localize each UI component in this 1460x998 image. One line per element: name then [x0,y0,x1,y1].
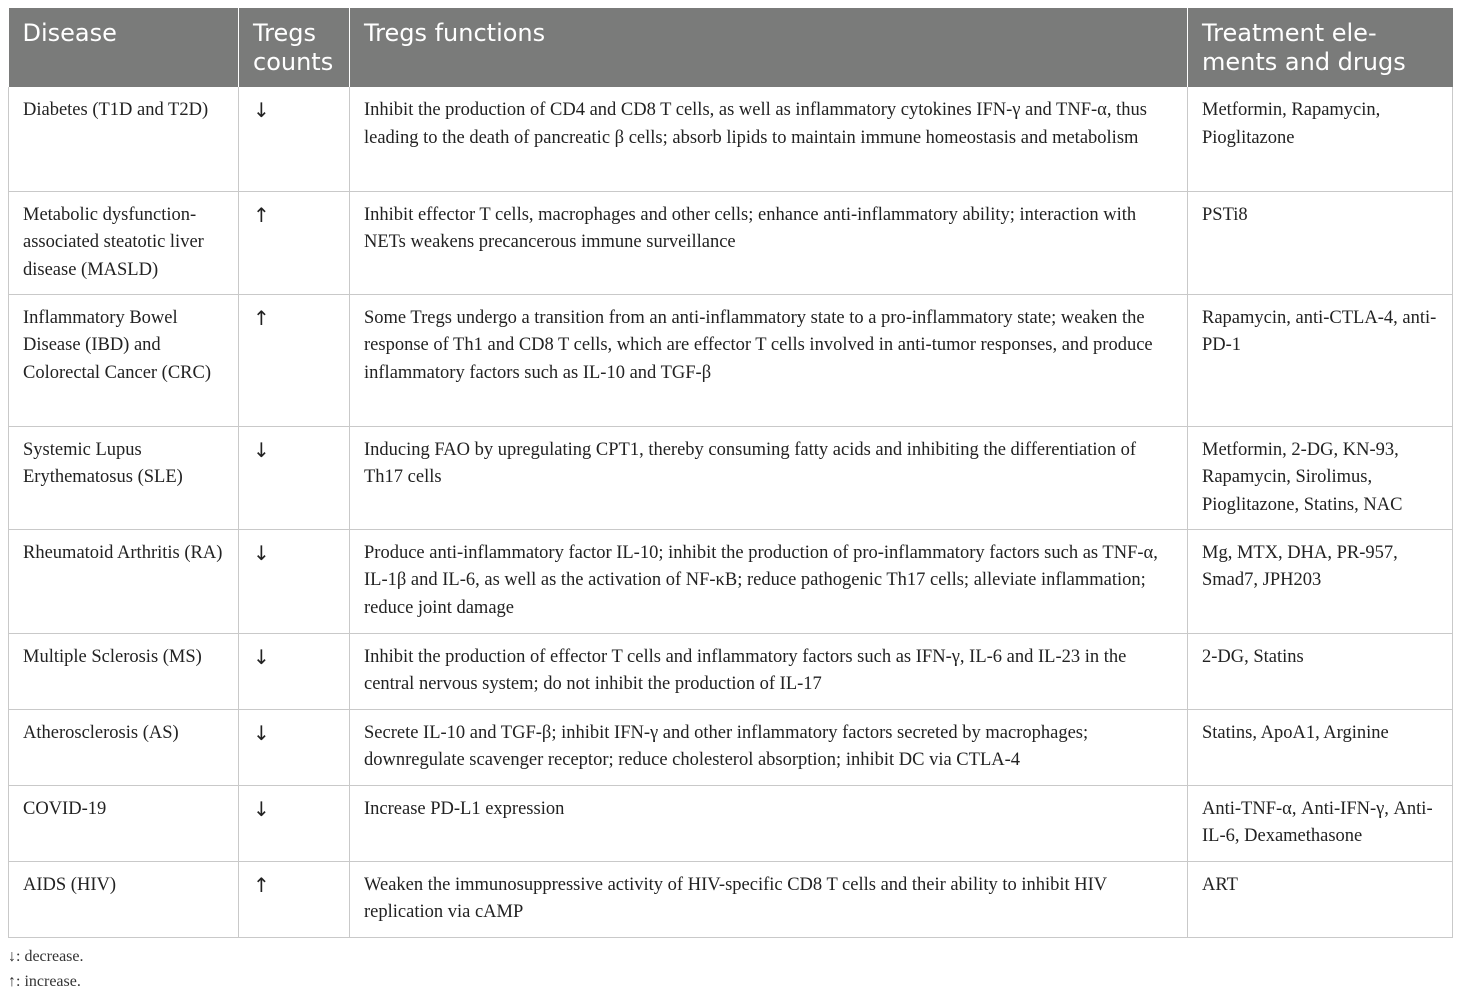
table-row [9,633,1453,709]
tregs-count-cell: ↓ [239,709,350,785]
tregs-functions-cell: Increase PD-L1 expression [350,785,1188,861]
table-body [9,87,1453,937]
table-row [9,87,1453,191]
tregs-functions-cell: Produce anti-inflammatory factor IL-10; inhibit the production of pro-inflammatory factors such as TNF-α, IL-1β and IL-6, as well as the activation of NF-κB; reduce pathogenic Th17 cells; alleviate inflammation; reduce joint damage [350,529,1188,633]
disease-cell: Rheumatoid Arthritis (RA) [9,529,239,633]
tregs-disease-table-container [8,8,1452,938]
footnote-decrease: ↓: decrease. [8,948,84,965]
header-treatment: Treatment ele-ments and drugs [1188,8,1453,87]
disease-cell: COVID-19 [9,785,239,861]
table-row [9,785,1453,861]
tregs-count-cell: ↑ [239,191,350,294]
treatment-cell: Anti-TNF-α, Anti-IFN-γ, Anti-IL-6, Dexamethasone [1188,785,1453,861]
tregs-count-cell: ↓ [239,426,350,529]
tregs-functions-cell: Inhibit effector T cells, macrophages and other cells; enhance anti-inflammatory ability; interaction with NETs weakens precancerous immune surveillance [350,191,1188,294]
tregs-functions-cell: Secrete IL-10 and TGF-β; inhibit IFN-γ and other inflammatory factors secreted by macrophages; downregulate scavenger receptor; reduce cholesterol absorption; inhibit DC via CTLA-4 [350,709,1188,785]
table-row [9,294,1453,426]
disease-cell: Metabolic dysfunction-associated steatotic liver disease (MASLD) [9,191,239,294]
treatment-cell: Metformin, Rapamycin, Pioglitazone [1188,87,1453,191]
tregs-count-cell: ↓ [239,633,350,709]
tregs-count-cell: ↑ [239,861,350,937]
treatment-cell: PSTi8 [1188,191,1453,294]
tregs-count-cell: ↓ [239,529,350,633]
tregs-functions-cell: Some Tregs undergo a transition from an anti-inflammatory state to a pro-inflammatory state; weaken the response of Th1 and CD8 T cells, which are effector T cells involved in anti-tumor responses, and produce inflammatory factors such as IL-10 and TGF-β [350,294,1188,426]
table-row [9,191,1453,294]
tregs-count-cell: ↓ [239,87,350,191]
table-row [9,861,1453,937]
header-tregs-counts: Tregs counts [239,8,350,87]
treatment-cell: Statins, ApoA1, Arginine [1188,709,1453,785]
tregs-functions-cell: Inducing FAO by upregulating CPT1, thereby consuming fatty acids and inhibiting the differentiation of Th17 cells [350,426,1188,529]
treatment-cell: 2-DG, Statins [1188,633,1453,709]
table-footnotes [8,944,84,994]
tregs-count-cell: ↓ [239,785,350,861]
treatment-cell: ART [1188,861,1453,937]
treatment-cell: Rapamycin, anti-CTLA-4, anti-PD-1 [1188,294,1453,426]
disease-cell: Diabetes (T1D and T2D) [9,87,239,191]
tregs-functions-cell: Inhibit the production of CD4 and CD8 T cells, as well as inflammatory cytokines IFN-γ and TNF-α, thus leading to the death of pancreatic β cells; absorb lipids to maintain immune homeostasis and metabolism [350,87,1188,191]
tregs-count-cell: ↑ [239,294,350,426]
tregs-functions-cell: Inhibit the production of effector T cells and inflammatory factors such as IFN-γ, IL-6 and IL-23 in the central nervous system; do not inhibit the production of IL-17 [350,633,1188,709]
header-tregs-functions: Tregs functions [350,8,1188,87]
tregs-functions-cell: Weaken the immunosuppressive activity of HIV-specific CD8 T cells and their ability to inhibit HIV replication via cAMP [350,861,1188,937]
table-row [9,426,1453,529]
treatment-cell: Metformin, 2-DG, KN-93, Rapamycin, Sirolimus, Pioglitazone, Statins, NAC [1188,426,1453,529]
header-row [9,8,1453,87]
table-row [9,529,1453,633]
header-disease: Disease [9,8,239,87]
disease-cell: AIDS (HIV) [9,861,239,937]
disease-cell: Systemic Lupus Erythematosus (SLE) [9,426,239,529]
disease-cell: Atherosclerosis (AS) [9,709,239,785]
disease-cell: Inflammatory Bowel Disease (IBD) and Colorectal Cancer (CRC) [9,294,239,426]
tregs-disease-table [8,8,1453,938]
table-header [9,8,1453,87]
footnote-increase: ↑: increase. [8,973,81,990]
table-row [9,709,1453,785]
treatment-cell: Mg, MTX, DHA, PR-957, Smad7, JPH203 [1188,529,1453,633]
disease-cell: Multiple Sclerosis (MS) [9,633,239,709]
